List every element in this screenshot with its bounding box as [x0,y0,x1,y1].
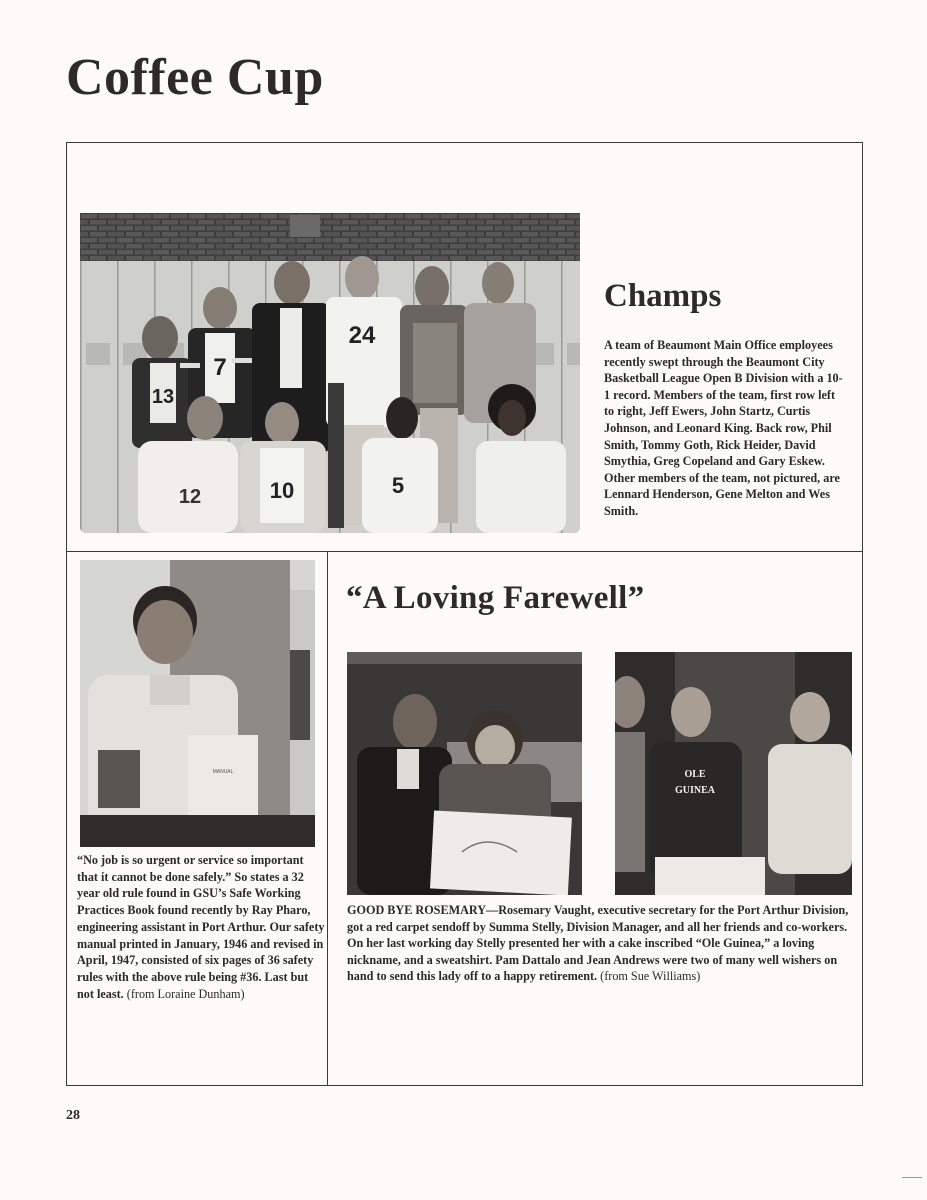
farewell-sweatshirt-photo [615,652,852,895]
safety-manual-credit: (from Loraine Dunham) [126,986,245,1001]
farewell-caption-body: GOOD BYE ROSEMARY—Rosemary Vaught, executive secretary for the Port Arthur Division, got a red carpet sendoff by Summa Stelly, Division Manager, and all her friends and co-workers. On her last working day Stelly presented her with a cake inscribed “Ole Guinea,” a loving nickname, and a sweatshirt. Pam Dattalo and Jean Andrews were two of many well wishers on hand to send this lady off to a happy retirement. [347,903,849,984]
farewell-caption-credit: (from Sue Williams) [600,969,701,984]
sweatshirt-text-line1: OLE [684,769,706,780]
champs-heading: Champs [604,278,722,314]
corner-mark [902,1177,922,1178]
team-photo [80,213,580,533]
svg-text:5: 5 [391,473,405,498]
farewell-caption [347,902,852,985]
section-divider-horizontal [66,551,863,552]
section-divider-vertical [327,551,328,1086]
page-title: Coffee Cup [66,49,324,106]
svg-text:13: 13 [151,386,175,408]
farewell-heading: “A Loving Farewell” [346,580,645,616]
manual-label: MANUAL [212,769,234,775]
sweatshirt-text-line2: GUINEA [674,785,716,796]
svg-text:10: 10 [269,478,295,503]
farewell-cake-photo [347,652,582,895]
svg-text:24: 24 [348,322,376,349]
safety-manual-text [77,852,325,1002]
safety-manual-body: “No job is so urgent or service so important that it cannot be done safely.” So states a 32 year old rule found in GSU’s Safe Working Practices Book found recently by Ray Pharo, engineering assistant in Port Arthur. Our safety manual printed in January, 1946 and revised in April, 1947, consisted of six pages of 36 safety rules with the above rule being #36. Last but not least. [77,853,325,1001]
champs-body-text: A team of Beaumont Main Office employees recently swept through the Beaumont City Basketball League Open B Division with a 10-1 record. Members of the team, first row left to right, Jeff Ewers, John Startz, Curtis Johnson, and Leonard King. Back row, Phil Smith, Tommy Goth, Rick Heider, David Smythia, Greg Copeland and Gary Eskew. Other members of the team, not pictured, are Lennard Henderson, Gene Melton and Wes Smith. [604,338,843,518]
svg-text:12: 12 [178,486,202,508]
svg-text:7: 7 [213,354,227,381]
safety-manual-photo [80,560,315,847]
page-number: 28 [66,1108,80,1123]
